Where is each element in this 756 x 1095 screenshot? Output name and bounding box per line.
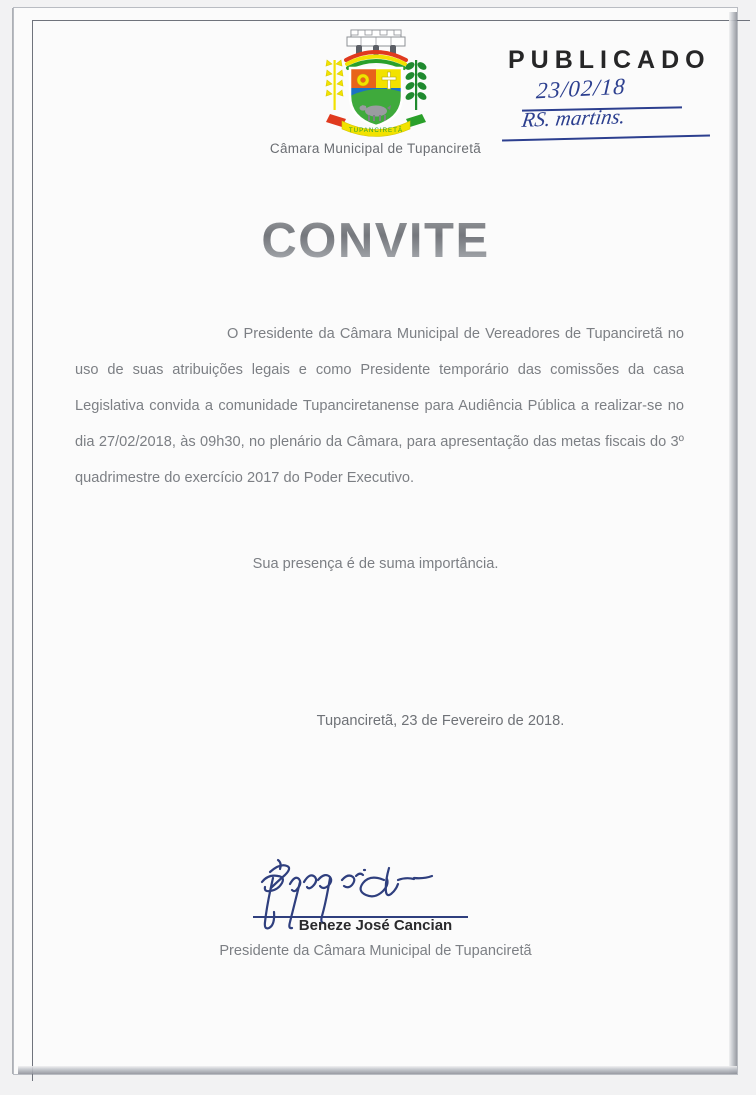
wheat-icon (326, 60, 343, 110)
stamp-signature-handwritten: RS. martins. (520, 104, 628, 132)
body-paragraph: O Presidente da Câmara Municipal de Vereadores de Tupanciretã no uso de suas atribuições legais e como Presidente temporário das comissões da casa Legislativa convida a comunidade Tupanciretanense para Audiência Pública a realizar-se no dia 27/02/2018, às 09h30, no plenário da Câmara, para apresentação das metas fiscais do 3º quadrimestre do exercício 2017 do Poder Executivo. (75, 326, 684, 486)
page-right-edge-shadow (729, 12, 737, 1074)
stamp-underline-2 (502, 134, 710, 141)
signatory-name: Beneze José Cancian (298, 917, 453, 934)
stamp-label: PUBLICADO (508, 46, 711, 74)
ribbon-text: TUPANCIRETÃ (348, 127, 404, 134)
place-and-date: Tupanciretã, 23 de Fevereiro de 2018. (316, 713, 565, 729)
laurel-branch-icon (404, 60, 428, 110)
document-page (14, 8, 737, 1074)
page-bottom-edge-shadow (18, 1066, 737, 1074)
signatory-role: Presidente da Câmara Municipal de Tupanciretã (219, 943, 532, 959)
organization-name: Câmara Municipal de Tupanciretã (269, 141, 482, 156)
shield (350, 68, 402, 128)
presence-note: Sua presença é de suma importância. (252, 556, 499, 572)
coat-of-arms-icon (306, 26, 446, 138)
document-body (75, 316, 684, 496)
page-title: CONVITE (14, 213, 737, 269)
publicado-stamp (494, 38, 724, 143)
stamp-date-handwritten: 23/02/18 (535, 73, 627, 104)
